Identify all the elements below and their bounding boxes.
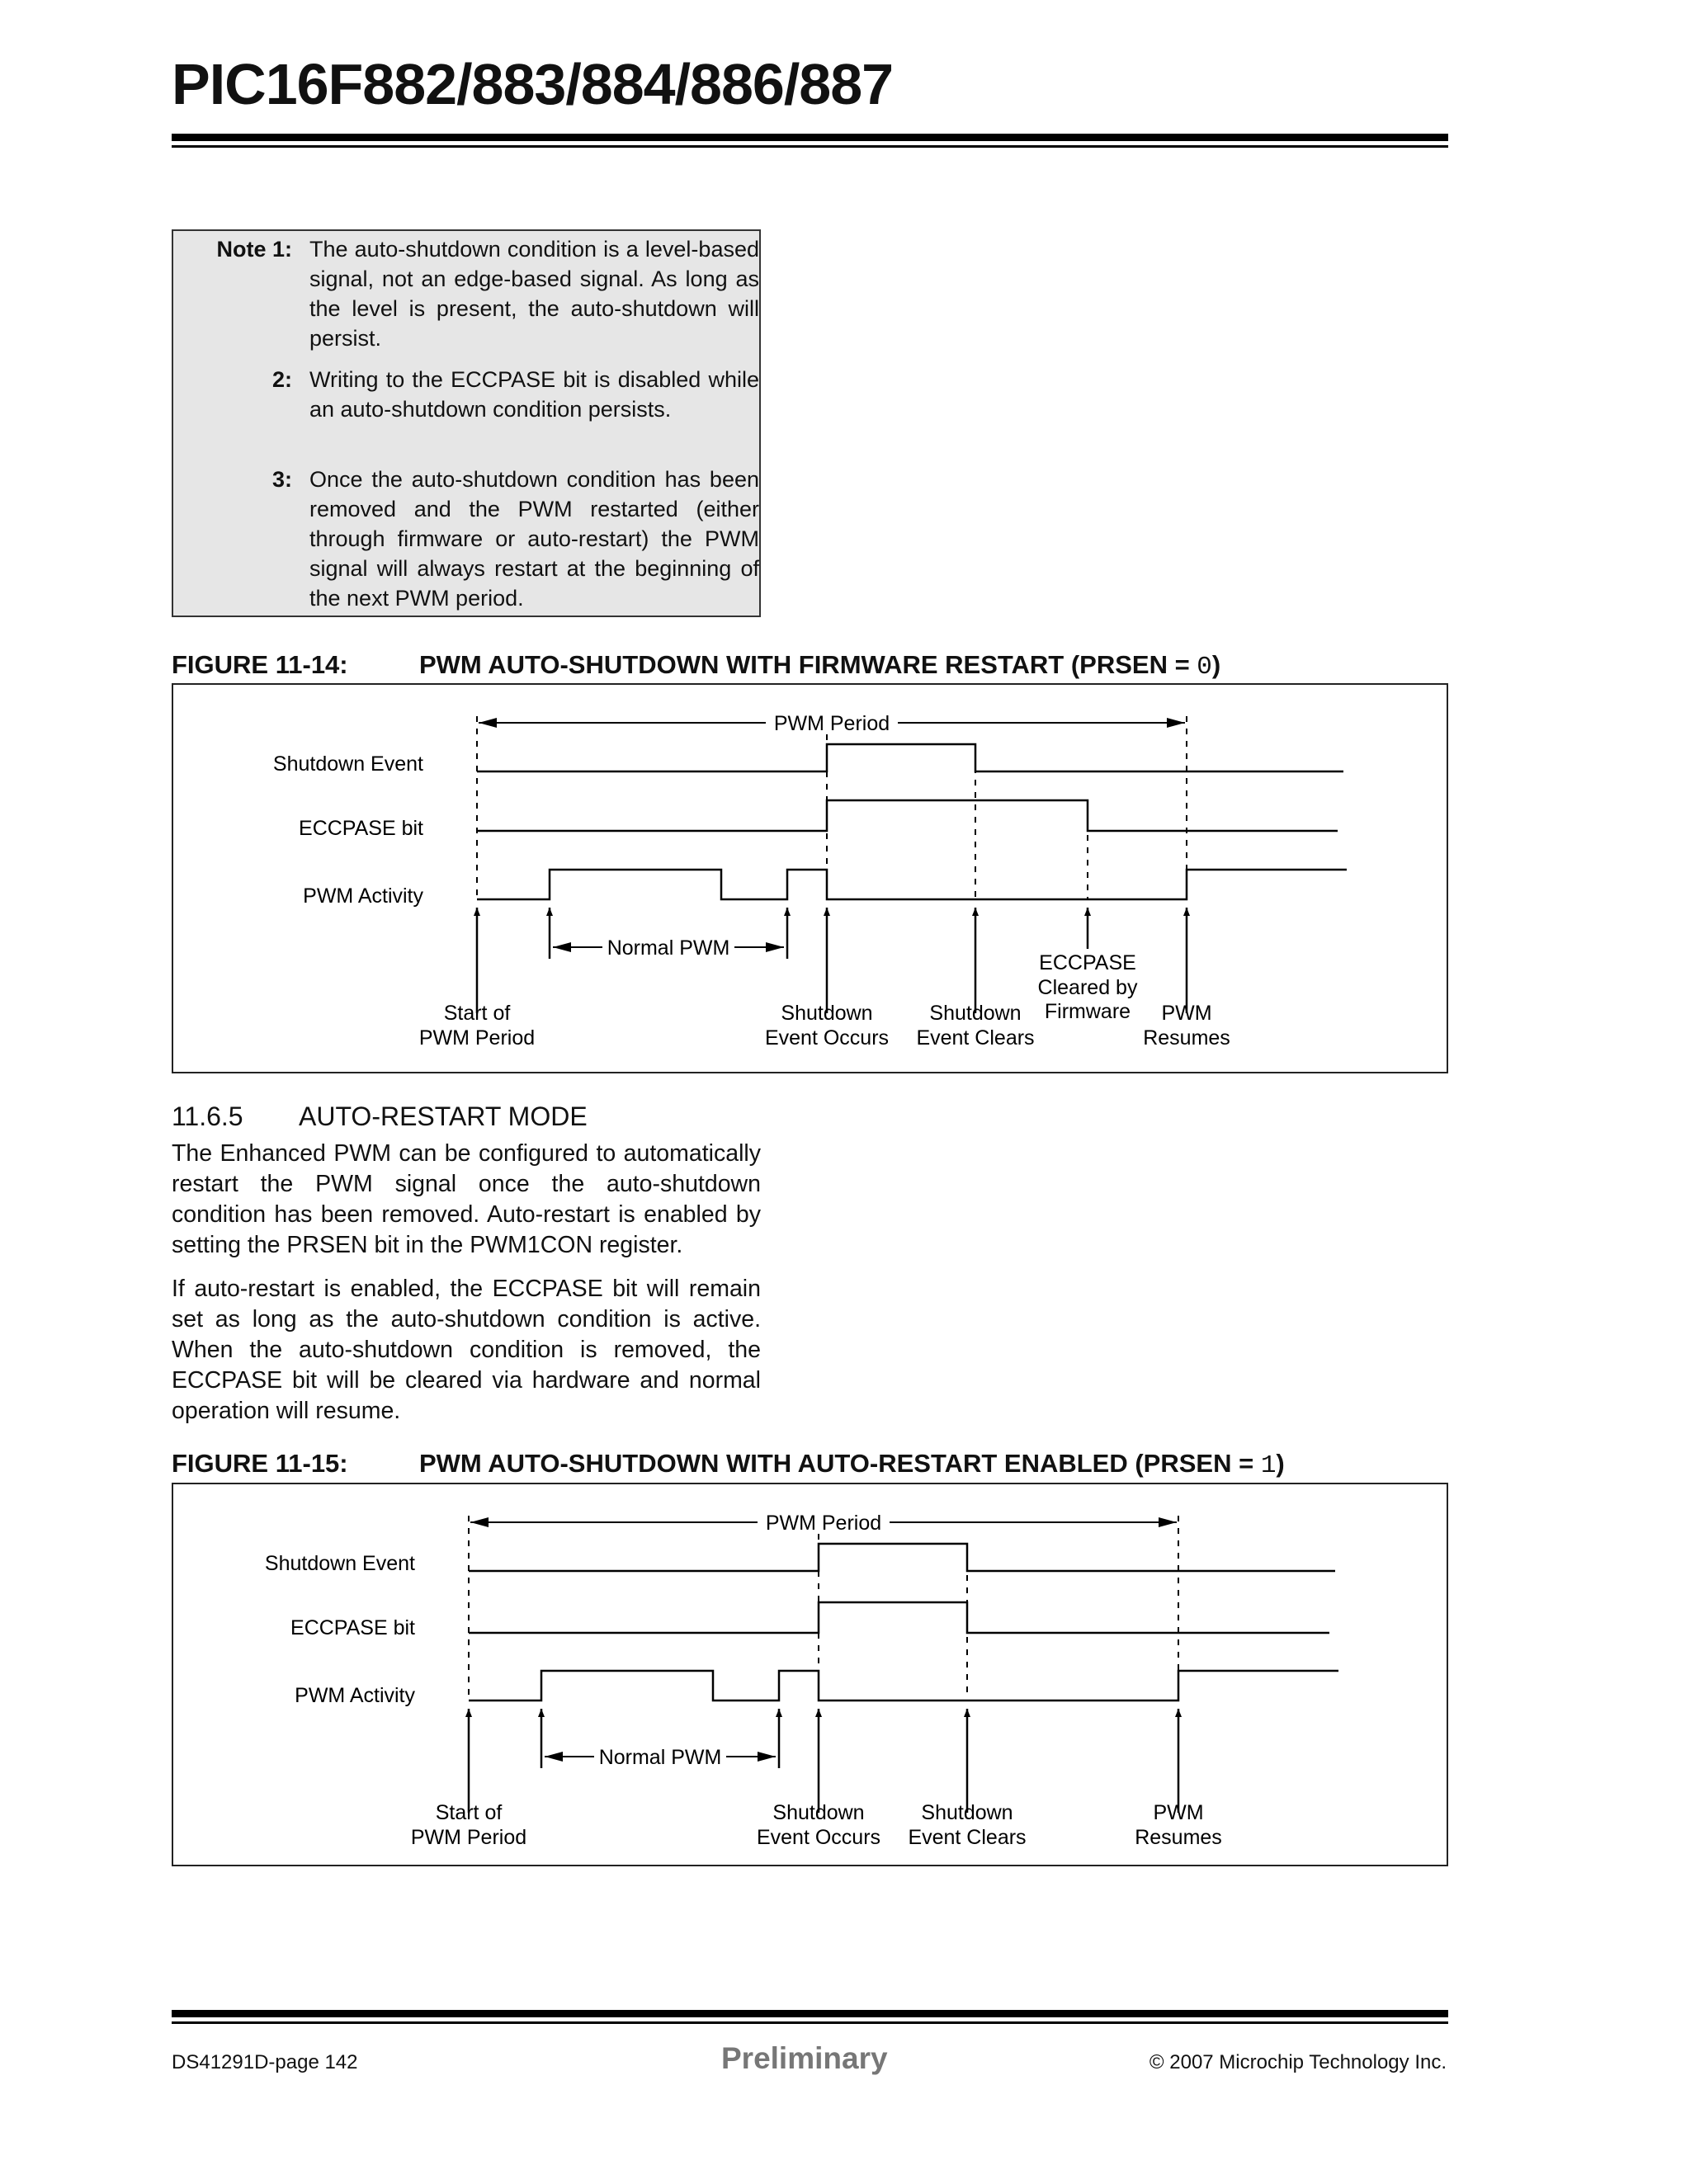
footer-status: Preliminary [721,2041,888,2075]
section-paragraph-2: If auto-restart is enabled, the ECCPASE bit will remain set as long as the auto-shutdown condition is active. When the auto-shutdown condition is removed, the ECCPASE bit will be cleared via hardware and normal operation will resume. [172,1276,761,1424]
header-rule-thick [172,134,1448,141]
normal-pwm-label: Normal PWM [598,1746,722,1769]
period-label: PWM Period [765,1512,882,1535]
label-cleared-3: Firmware [1044,1000,1131,1023]
label-occurs-1: Shutdown [781,1002,873,1025]
note-3-text: Once the auto-shutdown condition has been removed and the PWM restarted (either through firmware or auto-restart) the PWM signal will always restart at the beginning of the next PWM period. [309,467,759,611]
label-start-2: PWM Period [410,1826,527,1849]
signal-label-eccpase: ECCPASE bit [299,817,423,840]
label-start-1: Start of [435,1801,503,1824]
section-paragraph-1: The Enhanced PWM can be configured to automatically restart the PWM signal once the auto-shutdown condition has been removed. Auto-restart is enabled by setting the PRSEN bit in the PWM1CON register. [172,1140,761,1258]
header-rule-thin [172,145,1448,148]
signal-label-pwm: PWM Activity [295,1684,415,1707]
signal-label-shutdown: Shutdown Event [264,1552,415,1575]
normal-pwm-label: Normal PWM [607,936,730,960]
note-3-label: 3: [271,467,292,492]
period-label: PWM Period [773,712,890,735]
waveform-eccpase-bit [469,1602,1329,1633]
label-resumes-1: PWM [1153,1801,1204,1824]
figure-1-caption [172,650,1221,682]
section-heading [172,1101,588,1132]
waveform-eccpase-bit [477,800,1338,831]
label-clears-2: Event Clears [916,1026,1035,1050]
figure-1-number: FIGURE 11-14: [172,650,348,679]
note-1-text: The auto-shutdown condition is a level-based signal, not an edge-based signal. As long as the level is present, the auto-shutdown will persist. [309,237,759,351]
label-cleared-1: ECCPASE [1039,951,1136,974]
note-1-label: Note 1: [216,237,292,262]
waveform-pwm-activity [469,1671,1338,1701]
figure-1-timing-diagram [172,683,1448,1073]
label-resumes-2: Resumes [1135,1826,1222,1849]
label-occurs-2: Event Occurs [756,1826,881,1849]
label-start-1: Start of [443,1002,511,1025]
label-clears-1: Shutdown [929,1002,1022,1025]
signal-label-shutdown: Shutdown Event [272,752,423,776]
waveform-shutdown-event [477,744,1343,771]
section-number: 11.6.5 [172,1101,243,1131]
figure-2-number: FIGURE 11-15: [172,1449,348,1478]
label-clears-1: Shutdown [921,1801,1013,1824]
figure-2-title: PWM AUTO-SHUTDOWN WITH AUTO-RESTART ENABLED (PRSEN = [419,1449,1261,1478]
signal-label-eccpase: ECCPASE bit [290,1616,415,1639]
waveform-shutdown-event [469,1544,1335,1571]
label-clears-2: Event Clears [908,1826,1027,1849]
footer-copyright: © 2007 Microchip Technology Inc. [1149,2051,1447,2073]
figure-2-timing-diagram [172,1483,1448,1866]
footer-rule-thick [172,2010,1448,2017]
figure-1-close: ) [1211,650,1221,679]
figure-2-value: 1 [1260,1451,1277,1480]
notes-box [172,229,761,617]
footer-rule-thin [172,2021,1448,2024]
label-occurs-2: Event Occurs [764,1026,890,1050]
note-2-label: 2: [271,367,292,392]
figure-2-close: ) [1276,1449,1285,1478]
label-resumes-2: Resumes [1143,1026,1230,1050]
note-2-text: Writing to the ECCPASE bit is disabled while an auto-shutdown condition persists. [309,367,759,422]
signal-label-pwm: PWM Activity [303,884,423,908]
figure-1-title: PWM AUTO-SHUTDOWN WITH FIRMWARE RESTART (PRSEN = [419,650,1197,679]
label-occurs-1: Shutdown [772,1801,865,1824]
waveform-pwm-activity [477,870,1347,899]
label-cleared-2: Cleared by [1037,976,1138,999]
footer-page-number: DS41291D-page 142 [172,2051,358,2073]
section-title: AUTO-RESTART MODE [299,1101,588,1131]
label-start-2: PWM Period [418,1026,536,1050]
document-title: PIC16F882/883/884/886/887 [172,52,894,116]
label-resumes-1: PWM [1161,1002,1212,1025]
figure-2-caption [172,1449,1285,1480]
figure-1-value: 0 [1197,653,1212,682]
